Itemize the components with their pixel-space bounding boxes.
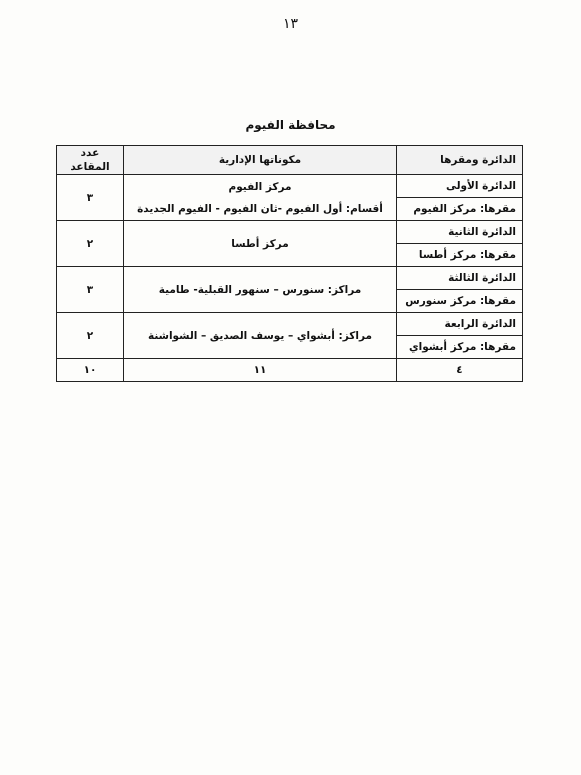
district-seat: مقرها: مركز سنورس (397, 290, 523, 313)
component-line: مراكز: أبشواي – يوسف الصديق – الشواشنة (147, 329, 373, 342)
section-title: محافظة الفيوم (245, 118, 336, 132)
table-row (57, 221, 523, 244)
table-header-row (57, 146, 523, 175)
district-seat: مقرها: مركز أطسا (397, 244, 523, 267)
component-line: أقسام: أول الفيوم -ثان الفيوم - الفيوم الجديدة (137, 202, 383, 215)
component-line: مركز أطسا (231, 237, 289, 250)
district-components (124, 221, 397, 267)
district-name: الدائرة الثالثة (397, 267, 523, 290)
table-row (57, 267, 523, 290)
table-row (57, 313, 523, 336)
totals-row (57, 359, 523, 382)
districts-table (56, 145, 523, 382)
total-seats: ١٠ (57, 359, 124, 382)
total-districts: ٤ (397, 359, 523, 382)
page-number: ١٣ (282, 16, 299, 32)
total-components: ١١ (124, 359, 397, 382)
district-components (124, 175, 397, 221)
header-seats: عدد المقاعد (57, 146, 124, 175)
seat-count: ٣ (57, 175, 124, 221)
header-components: مكوناتها الإدارية (124, 146, 397, 175)
district-name: الدائرة الثانية (397, 221, 523, 244)
component-line: مراكز: سنورس – سنهور القبلية- طامية (158, 283, 362, 296)
district-components (124, 267, 397, 313)
district-name: الدائرة الأولى (397, 175, 523, 198)
district-components (124, 313, 397, 359)
seat-count: ٣ (57, 267, 124, 313)
component-line: مركز الفيوم (228, 180, 292, 193)
header-district: الدائرة ومقرها (397, 146, 523, 175)
district-seat: مقرها: مركز الفيوم (397, 198, 523, 221)
seat-count: ٢ (57, 313, 124, 359)
district-seat: مقرها: مركز أبشواي (397, 336, 523, 359)
seat-count: ٢ (57, 221, 124, 267)
table-row (57, 175, 523, 198)
district-name: الدائرة الرابعة (397, 313, 523, 336)
